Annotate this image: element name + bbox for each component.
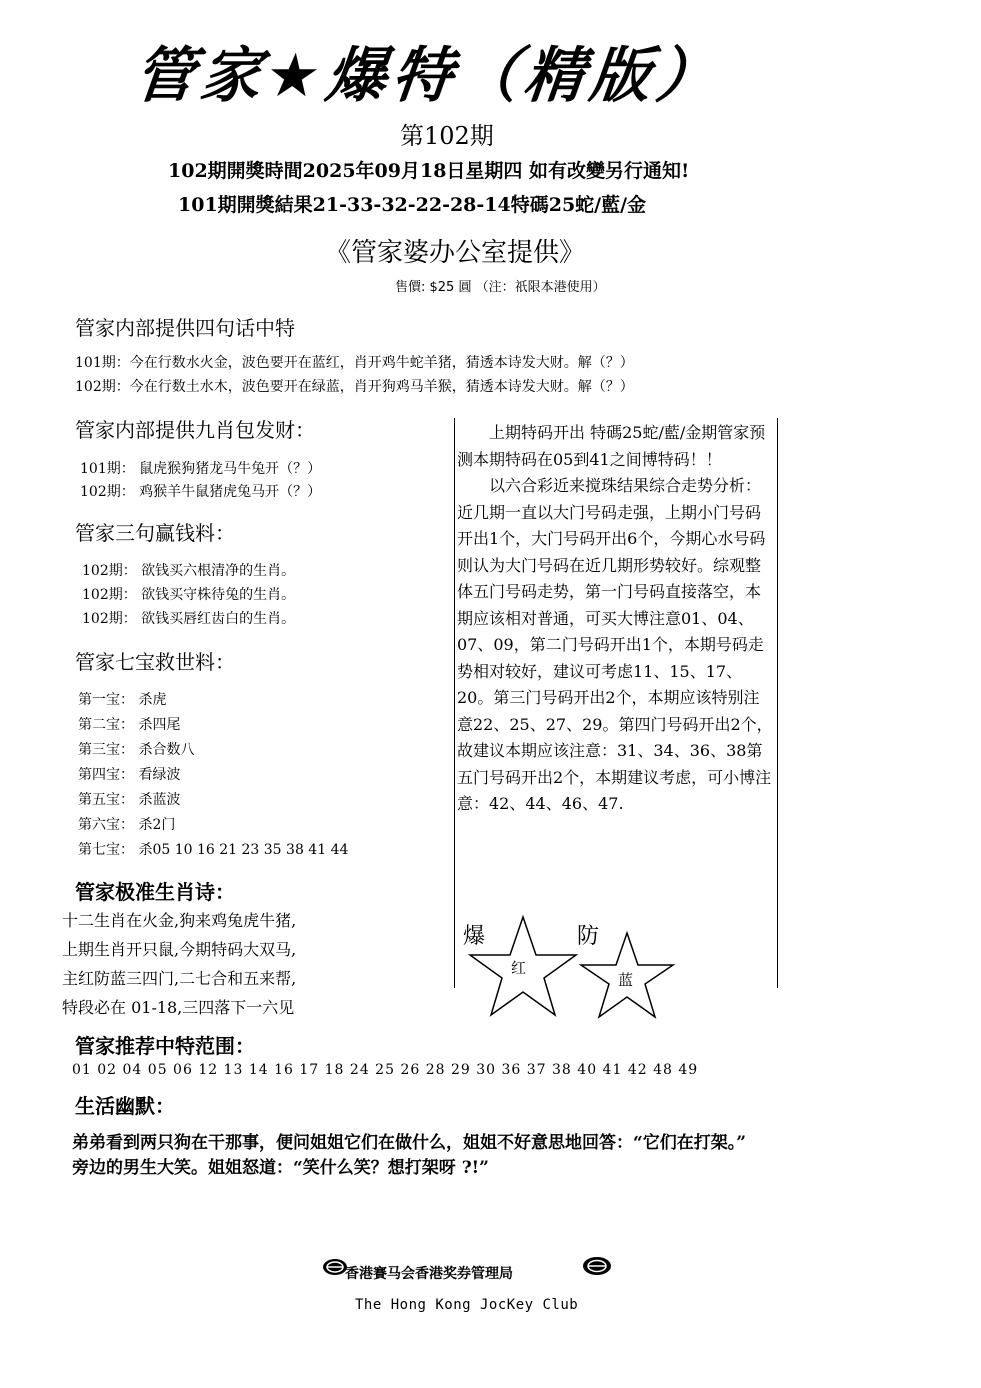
humor-heading: 生活幽默： — [75, 1094, 175, 1118]
last-result: 101期開獎結果21-33-32-22-28-14特碼25蛇/藍/金 — [178, 194, 647, 216]
nine-zodiac-heading: 管家内部提供九肖包发财： — [75, 418, 315, 442]
humor-line-1: 弟弟看到两只狗在干那事，便问姐姐它们在做什么，姐姐不好意思地回答：“它们在打架。” — [72, 1133, 747, 1153]
treasure-6: 第六宝： 杀2门 — [78, 817, 176, 833]
four-lines-102: 102期：今在行数土水木，波色要开在绿蓝，肖开狗鸡马羊猴，猜透本诗发大财。解（？） — [75, 379, 634, 395]
poem-heading: 管家极准生肖诗： — [75, 880, 235, 904]
poem-line-3: 主红防蓝三四门,二七合和五来帮, — [62, 969, 297, 988]
treasure-5: 第五宝： 杀蓝波 — [78, 792, 181, 808]
three-lines-1: 102期： 欲钱买六根清净的生肖。 — [82, 563, 296, 579]
star-2-color: 蓝 — [618, 971, 634, 989]
poem-line-4: 特段必在 01-18,三四落下一六见 — [62, 998, 295, 1017]
issue-number: 第102期 — [400, 122, 494, 150]
nine-zodiac-102: 102期： 鸡猴羊牛鼠猪虎兔马开（？） — [80, 484, 322, 500]
price-note: 售價: $25 圓 （注：祇限本港使用） — [395, 280, 606, 295]
range-heading: 管家推荐中特范围： — [75, 1034, 255, 1058]
treasure-3: 第三宝： 杀合数八 — [78, 742, 195, 758]
poem-line-1: 十二生肖在火金,狗来鸡兔虎牛猪, — [62, 911, 297, 930]
range-numbers: 01 02 04 05 06 12 13 14 16 17 18 24 25 26 28 29 30 36 37 38 40 41 42 48 49 — [72, 1062, 699, 1078]
star-1-color: 红 — [511, 959, 527, 977]
analysis-text — [457, 420, 773, 818]
stars-graphic — [455, 905, 685, 1025]
four-lines-heading: 管家内部提供四句话中特 — [75, 316, 295, 340]
three-lines-3: 102期： 欲钱买唇红齿白的生肖。 — [82, 611, 296, 627]
analysis-paragraph-2: 以六合彩近来搅珠结果综合走势分析：近几期一直以大门号码走强，上期小门号码开出1个，大门号码开出6个，今期心水号码则认为大门号码在近几期形势较好。综观整体五门号码走势，第一门号码直接落空，本期应该相对普通，可买大博注意01、04、07、09，第二门号码开出1个，本期号码走势相对较好，建议可考虑11、15、17、20。第三门号码开出2个，本期应该特别注意22、25、27、29。第四门号码开出2个，故建议本期应该注意：31、34、36、38第五门号码开出2个，本期建议考虑，可小博注意：42、44、46、47. — [457, 476, 773, 813]
page-title: 管家★爆特（精版） — [130, 41, 726, 111]
seven-treasures-heading: 管家七宝救世料： — [75, 650, 235, 674]
hkjc-logo-right-icon — [582, 1256, 612, 1276]
poem-line-2: 上期生肖开只鼠,今期特码大双马, — [62, 940, 297, 959]
three-lines-heading: 管家三句赢钱料： — [75, 521, 235, 545]
treasure-7: 第七宝： 杀05 10 16 21 23 35 38 41 44 — [78, 842, 349, 858]
footer-english: The Hong Kong JocKey Club — [355, 1297, 579, 1313]
treasure-4: 第四宝： 看绿波 — [78, 767, 181, 783]
provider: 《管家婆办公室提供》 — [325, 238, 586, 268]
analysis-paragraph-1: 上期特码开出 特碼25蛇/藍/金期管家预测本期特码在05到41之间博特码！！ — [457, 423, 766, 469]
four-lines-101: 101期：今在行数水火金，波色要开在蓝红，肖开鸡牛蛇羊猪，猜透本诗发大财。解（？） — [75, 355, 634, 371]
star-1-label: 爆 — [463, 924, 486, 949]
star-2-label: 防 — [577, 924, 600, 949]
treasure-1: 第一宝： 杀虎 — [78, 692, 167, 708]
draw-time: 102期開獎時間2025年09月18日星期四 如有改變另行通知! — [168, 160, 690, 182]
treasure-2: 第二宝： 杀四尾 — [78, 717, 181, 733]
footer-org: 香港賽马会香港奖券管理局 — [345, 1266, 513, 1282]
three-lines-2: 102期： 欲钱买守株待兔的生肖。 — [82, 587, 296, 603]
humor-line-2: 旁边的男生大笑。姐姐怒道：“笑什么笑？想打架呀 ?!” — [72, 1158, 489, 1178]
nine-zodiac-101: 101期： 鼠虎猴狗猪龙马牛兔开（？） — [80, 461, 322, 477]
